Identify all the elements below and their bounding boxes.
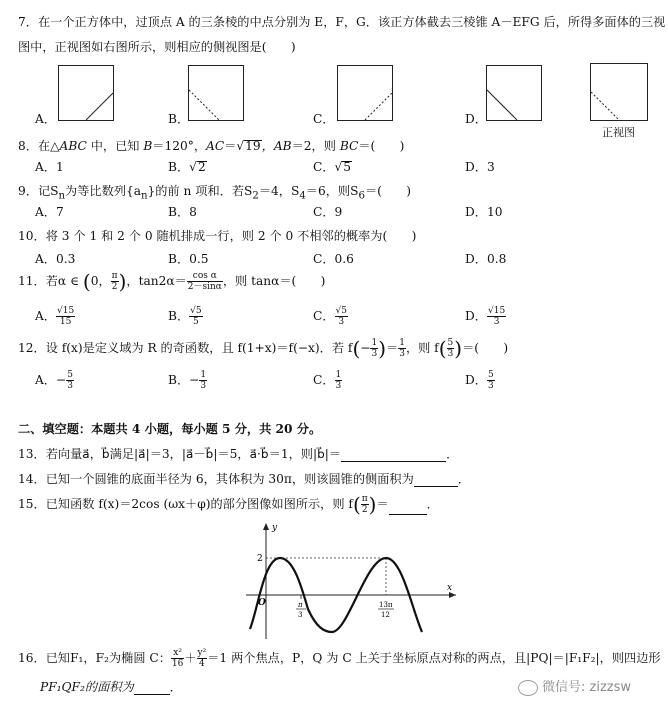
q7-line1: 7．在一个正方体中，过顶点 A 的三条棱的中点分别为 E，F，G．该正方体截去三棱锥 A－EFG 后，所得多面体的三视 — [18, 15, 666, 29]
q11-option-d: D． $\frac{√15}{3}$ — [465, 306, 506, 327]
q7-front-view-label: 正视图 — [602, 126, 635, 139]
q7-option-b-label: B． — [168, 112, 190, 126]
q14-answer-blank[interactable] — [414, 486, 458, 487]
q9-option-b: B．8 — [168, 205, 197, 219]
origin-label: O — [258, 598, 266, 608]
y-axis-arrow — [263, 523, 269, 530]
x-tick1-den: 3 — [298, 611, 303, 619]
x-tick2-num: 13π — [379, 601, 393, 609]
q11-option-b: B． $\frac{√5}{5}$ — [168, 306, 202, 327]
q7-option-a-label: A． — [35, 112, 56, 126]
q12-option-d: D． $\frac{5}{3}$ — [465, 370, 494, 391]
q8-option-b: B．√2 — [168, 160, 206, 174]
q7-option-d-figure — [486, 65, 542, 121]
cosine-graph — [236, 519, 466, 643]
q11-option-a: A． $\frac{√15}{15}$ — [35, 306, 75, 327]
q7-option-c-label: C． — [313, 112, 335, 126]
q7-line2: 图中，正视图如右图所示，则相应的侧视图是( ) — [18, 40, 296, 54]
q9-option-a: A．7 — [35, 205, 64, 219]
q12-option-b: B．− $\frac{1}{3}$ — [168, 370, 207, 391]
q9-option-c: C．9 — [313, 205, 343, 219]
q7-front-view-figure — [590, 63, 648, 121]
y-tick-label: 2 — [257, 554, 263, 564]
x-axis-label: x — [447, 583, 453, 593]
q7-option-b-figure — [188, 65, 244, 121]
q11-option-c: C． $\frac{√5}{3}$ — [313, 306, 347, 327]
q8-option-c: C．√5 — [313, 160, 352, 174]
q10-option-c: C．0.6 — [313, 252, 354, 266]
q13-answer-blank[interactable] — [341, 461, 446, 462]
q16-line1: 16．已知F₁，F₂为椭圆 C： $\frac{\text{x²}}{16}$ ＋ $\frac{\text{y²}}{4}$ ＝1 两个焦点，P，Q 为 C 上关于坐标原点对称的两点，且|PQ|＝|F₁F₂|，则四边形 — [18, 648, 661, 669]
q8-option-d: D．3 — [465, 160, 495, 174]
wechat-icon — [518, 680, 538, 696]
q10-option-d: D．0.8 — [465, 252, 507, 266]
q8-stem: 8．在△ABC 中，已知 B＝120°，AC＝√19，AB＝2，则 BC＝( ) — [18, 139, 405, 153]
wechat-watermark: 微信号: zizzsw — [518, 676, 631, 696]
section2-title: 二、填空题：本题共 4 小题，每小题 5 分，共 20 分。 — [18, 422, 322, 436]
q9-stem: 9．记$S_n$为等比数列$\{a_n\}$的前 n 项和．若$S_2=4$，$S_4=6$，则$S_6=$( ) — [18, 184, 412, 202]
y-axis-label: y — [272, 523, 278, 533]
q16-line2: PF₁QF₂的面积为 ． — [40, 680, 182, 694]
q15-answer-blank[interactable] — [389, 514, 427, 515]
q9-option-d: D．10 — [465, 205, 503, 219]
q11-stem: 11．若α ∈ (0， $\frac{\pi}{2}$ )，tan2α＝ $\frac{\text{cos α}}{2-\sin\alpha}$ ，则 tanα＝( ) — [18, 269, 326, 294]
x-tick2-den: 12 — [381, 611, 390, 619]
q10-option-a: A．0.3 — [35, 252, 76, 266]
q7-option-c-figure — [337, 65, 393, 121]
q12-stem: 12．设 f(x)是定义域为 R 的奇函数，且 f(1+x)＝f(−x)．若 f(− $\frac{1}{3}$ )＝ $\frac{1}{3}$ ，则 f( $\frac{5}{3}$ )＝( ) — [18, 336, 509, 361]
q10-option-b: B．0.5 — [168, 252, 209, 266]
q10-stem: 10．将 3 个 1 和 2 个 0 随机排成一行，则 2 个 0 不相邻的概率为( ) — [18, 229, 417, 243]
x-tick1-num: π — [298, 601, 303, 609]
q16-answer-blank[interactable] — [134, 694, 170, 695]
q14-stem: 14．已知一个圆锥的底面半径为 6，其体积为 30π，则该圆锥的侧面积为 ． — [18, 472, 470, 486]
q8-option-a: A．1 — [35, 160, 64, 174]
q12-option-c: C． $\frac{1}{3}$ — [313, 370, 342, 391]
q15-stem: 15．已知函数 f(x)＝2cos (ωx＋φ)的部分图像如图所示，则 f( $\frac{\pi}{2}$ )＝ ． — [18, 492, 439, 517]
q7-option-a-figure — [58, 65, 114, 121]
q12-option-a: A．− $\frac{5}{3}$ — [35, 370, 73, 391]
q13-stem: 13．若向量a⃗，b⃗满足|a⃗|＝3，|a⃗－b⃗|＝5，a⃗·b⃗＝1，则|b⃗|＝ ． — [18, 447, 459, 461]
q7-option-d-label: D． — [465, 112, 487, 126]
